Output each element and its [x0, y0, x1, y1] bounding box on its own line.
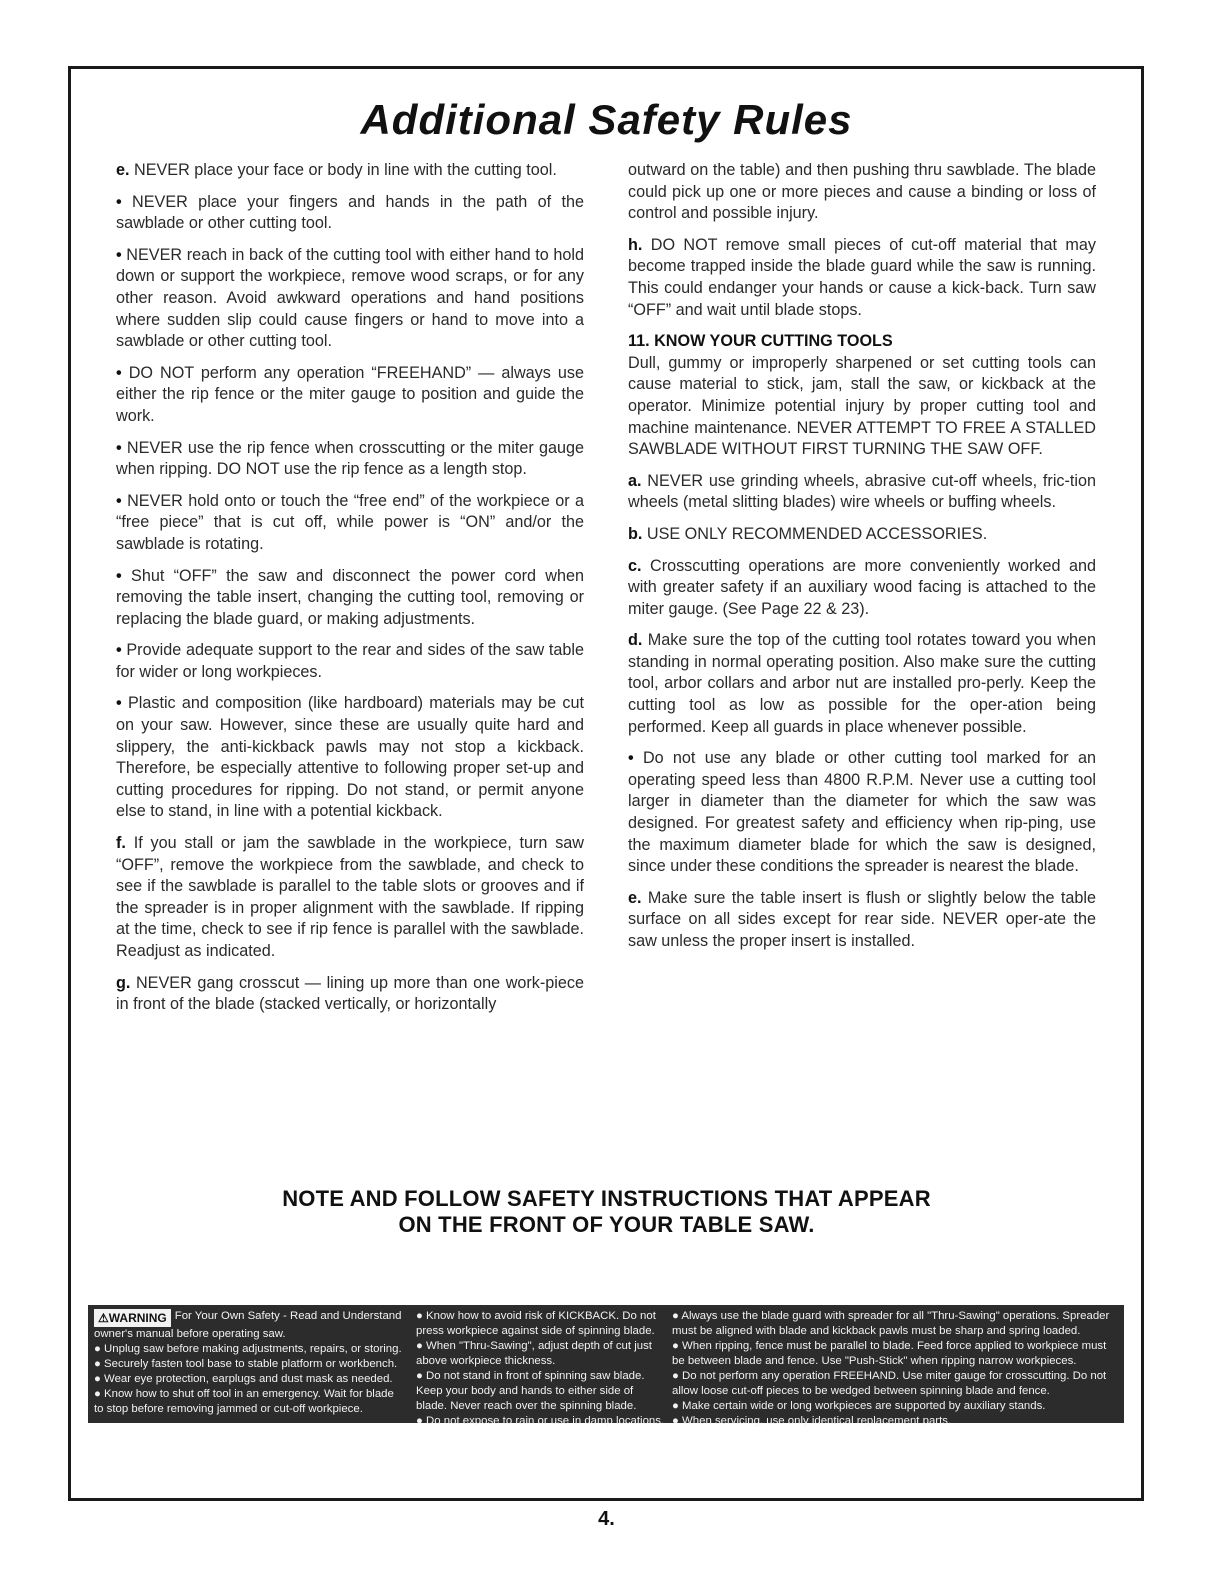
- item-text: Shut “OFF” the saw and disconnect the power cord when removing the table insert, changing the cutting tool, removing or replacing the blade guard, or making adjustments.: [116, 566, 584, 628]
- item-label: a.: [628, 471, 648, 490]
- right-column: [628, 160, 1096, 963]
- item-label: •: [116, 566, 132, 585]
- item-label: g.: [116, 973, 136, 992]
- warning-label-line: [416, 1369, 668, 1384]
- warning-label-line: [416, 1354, 668, 1369]
- paragraph: [628, 748, 1096, 878]
- warning-label-line: [672, 1324, 1120, 1339]
- paragraph: [116, 160, 584, 182]
- item-text: DO NOT remove small pieces of cut-off material that may become trapped inside the blade guard while the saw is running. This could endanger your hands or cause a kick-back. Turn saw “OFF” and wait until blade stops.: [628, 235, 1096, 319]
- warning-label-line: [416, 1324, 668, 1339]
- paragraph: [116, 192, 584, 235]
- warning-label-line: [94, 1309, 410, 1327]
- item-label: e.: [628, 888, 648, 907]
- page-number: 4.: [598, 1508, 615, 1530]
- item-text: NEVER place your face or body in line with the cutting tool.: [134, 161, 557, 179]
- warning-label-text: For Your Own Safety - Read and Understand: [174, 1310, 402, 1322]
- item-label: •: [116, 363, 129, 382]
- warning-label-line: [672, 1414, 1120, 1429]
- paragraph: [116, 438, 584, 481]
- item-label: f.: [116, 834, 134, 853]
- warning-label-line: [94, 1342, 410, 1357]
- warning-label-text: ● Do not expose to rain or use in damp locations.: [416, 1415, 665, 1427]
- warning-label-line: [416, 1414, 668, 1429]
- item-text: Make sure the top of the cutting tool rotates toward you when standing in normal operating position. Also make sure the cutting tool, arbor collars and arbor nut are installed pro-perly. Keep the cutting tool as low as possible for the oper-ation being performed. Keep all guards in place whenever possible.: [628, 631, 1096, 736]
- warning-label-line: [672, 1354, 1120, 1369]
- warning-label-text: blade. Never reach over the spinning blade.: [416, 1400, 637, 1412]
- item-label: e.: [116, 161, 134, 179]
- item-text: NEVER reach in back of the cutting tool with either hand to hold down or support the workpiece, remove wood scraps, or for any other reason. Avoid awkward operations and hand positions where sudden slip could cause fingers or hand to move into a sawblade or other cutting tool.: [116, 245, 584, 351]
- safety-note: [0, 1186, 1213, 1238]
- item-label: •: [116, 641, 127, 660]
- item-label: •: [116, 694, 128, 713]
- warning-label-line: [672, 1384, 1120, 1399]
- item-text: NEVER place your fingers and hands in the path of the sawblade or other cutting tool.: [116, 192, 584, 233]
- item-text: Do not use any blade or other cutting tool marked for an operating speed less than 4800 R.P.M. Never use a cutting tool larger in diameter than the diameter for which the saw was designed. For greatest safety and efficiency when rip-ping, use the maximum diameter blade for which the saw is designed, since under these conditions the spreader is nearest the blade.: [628, 749, 1096, 876]
- item-text: USE ONLY RECOMMENDED ACCESSORIES.: [646, 524, 988, 543]
- left-column: [116, 160, 584, 1026]
- paragraph: [116, 640, 584, 683]
- section-heading: 11. KNOW YOUR CUTTING TOOLS: [628, 332, 893, 351]
- warning-label-line: [672, 1309, 1120, 1324]
- warning-label-text: be between blade and fence. Use "Push-Stick" when ripping narrow workpieces.: [672, 1355, 1077, 1367]
- item-label: b.: [628, 524, 647, 543]
- safety-note-line-1: NOTE AND FOLLOW SAFETY INSTRUCTIONS THAT APPEAR: [282, 1186, 931, 1211]
- warning-label-text: must be aligned with blade and kickback pawls must be sharp and spring loaded.: [672, 1325, 1081, 1337]
- paragraph: [628, 556, 1096, 621]
- item-text: NEVER hold onto or touch the “free end” of the workpiece or a “free piece” that is cut off, while power is “ON” and/or the sawblade is rotating.: [116, 491, 584, 553]
- paragraph: [116, 973, 584, 1016]
- item-text: NEVER gang crosscut — lining up more than one work-piece in front of the blade (stacked vertically, or horizontally: [116, 973, 584, 1014]
- item-label: •: [116, 245, 127, 264]
- paragraph: [628, 160, 1096, 225]
- paragraph: [628, 235, 1096, 321]
- page-title: Additional Safety Rules: [360, 96, 853, 143]
- paragraph: [116, 693, 584, 823]
- item-text: Plastic and composition (like hardboard) materials may be cut on your saw. However, since these are usually quite hard and slippery, the anti-kickback pawls may not stop a kickback. Therefore, be especially attentive to following proper set-up and cutting procedures for ripping. Do not stand, or permit anyone else to stand, in line with a potential kickback.: [116, 694, 584, 821]
- warning-label-text: ● Do not perform any operation FREEHAND. Use miter gauge for crosscutting. Do not: [672, 1370, 1107, 1382]
- warning-label-line: [416, 1399, 668, 1414]
- warning-label-text: ● Wear eye protection, earplugs and dust mask as needed.: [94, 1373, 393, 1385]
- item-text: DO NOT perform any operation “FREEHAND” — always use either the rip fence or the miter gauge to position and guide the work.: [116, 363, 584, 425]
- warning-label-column-1: [94, 1309, 410, 1417]
- warning-badge: ⚠WARNING: [94, 1309, 171, 1327]
- paragraph: [116, 245, 584, 353]
- warning-label-text: ● Securely fasten tool base to stable platform or workbench.: [94, 1358, 398, 1370]
- warning-label-line: [94, 1402, 410, 1417]
- warning-label-line: [416, 1384, 668, 1399]
- item-text: Make sure the table insert is flush or slightly below the table surface on all sides except for rear side. NEVER oper-ate the saw unless the proper insert is installed.: [628, 888, 1097, 950]
- item-label: •: [116, 438, 127, 457]
- item-text: If you stall or jam the sawblade in the workpiece, turn saw “OFF”, remove the workpiece from the sawblade, and check to see if the sawblade is parallel to the table slots or grooves and if the spreader is in proper alignment with the sawblade. If ripping at the time, check to see if rip fence is parallel with the sawblade. Readjust as indicated.: [116, 834, 584, 960]
- warning-label-text: Keep your body and hands to either side of: [416, 1385, 634, 1397]
- warning-label-text: ● Make certain wide or long workpieces are supported by auxiliary stands.: [672, 1400, 1046, 1412]
- warning-label-line: [672, 1339, 1120, 1354]
- warning-label: [88, 1305, 1124, 1427]
- warning-label-column-2: [416, 1309, 668, 1429]
- warning-label-text: owner's manual before operating saw.: [94, 1328, 286, 1340]
- paragraph: [628, 331, 1096, 461]
- item-label: c.: [628, 556, 650, 575]
- warning-label-text: ● Unplug saw before making adjustments, repairs, or storing.: [94, 1343, 402, 1355]
- paragraph: [628, 471, 1096, 514]
- warning-label-line: [94, 1372, 410, 1387]
- paragraph: [116, 491, 584, 556]
- paragraph: [116, 833, 584, 963]
- item-text: NEVER use grinding wheels, abrasive cut-off wheels, fric-tion wheels (metal slitting blades) wire wheels or buffing wheels.: [628, 471, 1096, 512]
- item-label: •: [628, 749, 643, 768]
- warning-label-text: press workpiece against side of spinning blade.: [416, 1325, 655, 1337]
- warning-label-text: above workpiece thickness.: [416, 1355, 556, 1367]
- warning-label-line: [416, 1309, 668, 1324]
- item-text: Dull, gummy or improperly sharpened or set cutting tools can cause material to stick, jam, stall the saw, or kickback at the operator. Minimize potential injury by proper cutting tool and machine maintenance. NEVER ATTEMPT TO FREE A STALLED SAWBLADE WITHOUT FIRST TURNING THE SAW OFF.: [628, 353, 1096, 459]
- warning-label-line: [416, 1339, 668, 1354]
- paragraph: [628, 888, 1096, 953]
- warning-label-text: ● When ripping, fence must be parallel to blade. Feed force applied to workpiece must: [672, 1340, 1107, 1352]
- warning-label-text: ● When "Thru-Sawing", adjust depth of cut just: [416, 1340, 652, 1352]
- item-text: Provide adequate support to the rear and sides of the saw table for wider or long workpieces.: [116, 641, 584, 681]
- safety-note-line-2: ON THE FRONT OF YOUR TABLE SAW.: [398, 1212, 815, 1237]
- warning-label-text: ● Always use the blade guard with spreader for all "Thru-Sawing" operations. Spreader: [672, 1310, 1110, 1322]
- item-text: Crosscutting operations are more conveniently worked and with greater safety if an auxiliary wood facing is attached to the miter gauge. (See Page 22 & 23).: [628, 556, 1096, 618]
- item-label: h.: [628, 235, 651, 254]
- warning-label-line: [94, 1357, 410, 1372]
- paragraph: [628, 630, 1096, 738]
- paragraph: [628, 524, 1096, 546]
- warning-label-column-3: [672, 1309, 1120, 1429]
- warning-label-text: ● Know how to shut off tool in an emergency. Wait for blade: [94, 1388, 394, 1400]
- warning-label-text: to stop before removing jammed or cut-off workpiece.: [94, 1403, 363, 1415]
- item-text: outward on the table) and then pushing thru sawblade. The blade could pick up one or more pieces and cause a binding or loss of control and possible injury.: [628, 161, 1096, 223]
- paragraph: [116, 363, 584, 428]
- item-text: NEVER use the rip fence when crosscutting or the miter gauge when ripping. DO NOT use the rip fence as a length stop.: [116, 438, 584, 479]
- warning-label-text: ● When servicing, use only identical replacement parts.: [672, 1415, 952, 1427]
- warning-label-line: [672, 1369, 1120, 1384]
- warning-label-text: ● Know how to avoid risk of KICKBACK. Do not: [416, 1310, 656, 1322]
- warning-label-line: [94, 1327, 410, 1342]
- paragraph: [116, 566, 584, 631]
- item-label: d.: [628, 631, 648, 650]
- warning-label-text: allow loose cut-off pieces to be wedged between spinning blade and fence.: [672, 1385, 1050, 1397]
- warning-label-line: [94, 1387, 410, 1402]
- item-label: •: [116, 491, 128, 510]
- warning-label-line: [672, 1399, 1120, 1414]
- item-label: •: [116, 192, 133, 211]
- warning-label-text: ● Do not stand in front of spinning saw blade.: [416, 1370, 645, 1382]
